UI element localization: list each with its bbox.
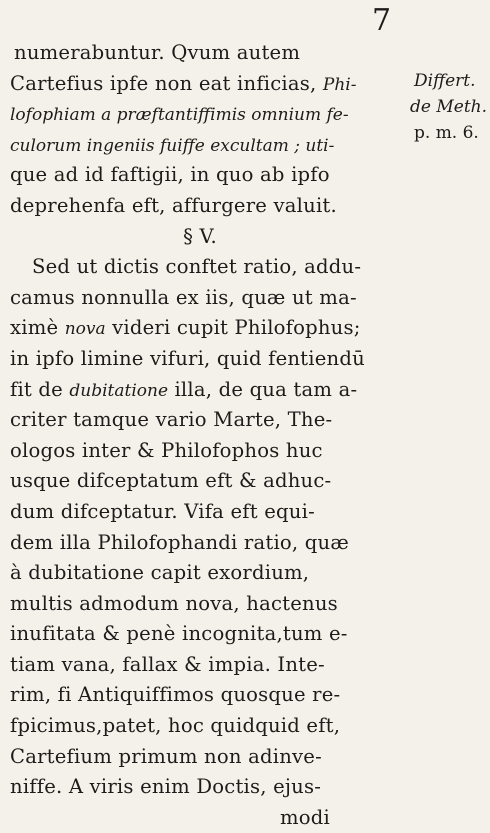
margin-note-line: Differt. [414, 71, 476, 91]
text-line: fpicimus,patet, hoc quidquid eft, [10, 714, 341, 738]
text-line: lofophiam a præftantiffimis omnium fe- [10, 105, 349, 126]
text-line: multis admodum nova, hactenus [10, 591, 338, 615]
text-line: in ipfo limine vifuri, quid fentiendū [10, 346, 365, 370]
italic-phrase: Phi- [322, 74, 357, 95]
text-line: ximè nova videri cupit Philofophus; [10, 316, 361, 340]
italic-phrase: nova [64, 319, 106, 340]
margin-note-line: p. m. 6. [414, 123, 479, 143]
text-line: deprehenfa eft, affurgere valuit. [10, 193, 337, 217]
margin-note [396, 68, 490, 146]
margin-note-line: de Meth. [410, 97, 487, 117]
text-line: niffe. A viris enim Doctis, ejus- [10, 775, 322, 799]
text-line: à dubitatione capit exordium, [10, 561, 310, 585]
text-line: dem illa Philofophandi ratio, quæ [10, 530, 349, 554]
text-line: camus nonnulla ex iis, quæ ut ma- [10, 285, 357, 309]
text-line: inufitata & penè incognita,tum e- [10, 622, 348, 646]
text-line: Cartefium primum non adinve- [10, 744, 322, 768]
text-line: Sed ut dictis conftet ratio, addu- [32, 255, 362, 279]
text-line: usque difceptatum eft & adhuc- [10, 469, 332, 493]
text-line: ologos inter & Philofophos huc [10, 438, 323, 462]
text-line: numerabuntur. Qvum autem [14, 41, 301, 64]
page-number: 7 [372, 3, 392, 38]
text-line: culorum ingeniis fuiffe excultam ; uti- [10, 135, 335, 156]
catchword: modi [280, 805, 330, 829]
text-line: fit de dubitatione illa, de qua tam a- [10, 377, 358, 401]
text-line: Cartefius ipfe non eat inficias, Phi- [10, 71, 357, 95]
text-line: criter tamque vario Marte, The- [10, 408, 333, 432]
italic-phrase: dubitatione [69, 380, 169, 401]
section-heading: § V. [183, 224, 217, 248]
text-line: dum difceptatur. Vifa eft equi- [10, 499, 315, 523]
body-text [10, 38, 390, 833]
text-line: tiam vana, fallax & impia. Inte- [10, 652, 325, 676]
text-line: que ad id faftigii, in quo ab ipfo [10, 163, 330, 187]
text-line: rim, fi Antiquiffimos quosque re- [10, 683, 341, 707]
